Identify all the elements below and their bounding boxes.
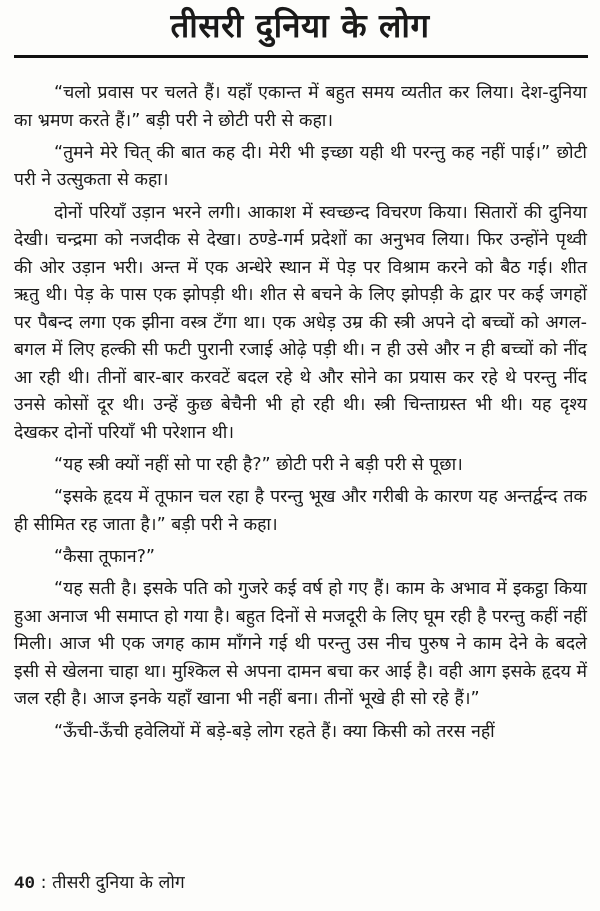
- page-footer: [14, 870, 185, 897]
- page-number: 40: [14, 874, 36, 894]
- paragraph: “इसके हृदय में तूफान चल रहा है परन्तु भूख और गरीबी के कारण यह अन्तर्द्वन्द तक ही सीमित रह जाता है।” बड़ी परी ने कहा।: [14, 487, 587, 535]
- title-underline: [14, 55, 588, 58]
- paragraph: “तुमने मेरे चित् की बात कह दी। मेरी भी इच्छा यही थी परन्तु कह नहीं पाई।” छोटी परी ने उत्सुकता से कहा।: [14, 142, 587, 191]
- paragraph: दोनों परियाँ उड़ान भरने लगी। आकाश में स्वच्छन्द विचरण किया। सितारों की दुनिया देखी। चन्द्रमा को नजदीक से देखा। ठण्डे-गर्म प्रदेशों का अनुभव लिया। फिर उन्होंने पृथ्वी की ओर उड़ान भरी। अन्त में एक अन्धेरे स्थान में पेड़ पर विश्राम करने को बैठ गई। शीत ऋतु थी। पेड़ के पास एक झोपड़ी थी। शीत से बचने के लिए झोपड़ी के द्वार पर कई जगहों पर पैबन्द लगा एक झीना वस्त्र टँगा था। एक अधेड़ उम्र की स्त्री अपने दो बच्चों को अगल-बगल में लिए हल्की सी फटी पुरानी रजाई ओढ़े पड़ी थी। न ही उसे और न ही बच्चों को नींद आ रही थी। तीनों बार-बार करवटें बदल रहे थे और सोने का प्रयास कर रहे थे परन्तु नींद उनसे कोसों दूर थी। उन्हें कुछ बेचैनी भी हो रही थी। स्त्री चिन्ताग्रस्त भी थी। यह दृश्य देखकर दोनों परियाँ भी परेशान थी।: [14, 202, 587, 443]
- story-body: [14, 80, 587, 751]
- paragraph: “ऊँची-ऊँची हवेलियों में बड़े-बड़े लोग रहते हैं। क्या किसी को तरस नहीं: [54, 721, 495, 742]
- paragraph: “यह सती है। इसके पति को गुजरे कई वर्ष हो गए हैं। काम के अभाव में इकट्ठा किया हुआ अनाज भी समाप्त हो गया है। बहुत दिनों से मजदूरी के लिए घूम रही है परन्तु कहीं नहीं मिली। आज भी एक जगह काम माँगने गई थी परन्तु उस नीच पुरुष ने काम देने के बदले इसी से खेलना चाहा था। मुश्किल से अपना दामन बचा कर आई है। वही आग इसके हृदय में जल रही है। आज इनके यहाँ खाना भी नहीं बना। तीनों भूखे ही सो रहे हैं।”: [14, 579, 587, 710]
- paragraph: “चलो प्रवास पर चलते हैं। यहाँ एकान्त में बहुत समय व्यतीत कर लिया। देश-दुनिया का भ्रमण करते हैं।” बड़ी परी ने छोटी परी से कहा।: [14, 83, 587, 131]
- paragraph: “यह स्त्री क्यों नहीं सो पा रही है?” छोटी परी ने बड़ी परी से पूछा।: [54, 454, 463, 475]
- paragraph: “कैसा तूफान?”: [54, 546, 156, 567]
- running-title: तीसरी दुनिया के लोग: [52, 873, 185, 893]
- footer-separator: :: [40, 873, 47, 893]
- chapter-title: तीसरी दुनिया के लोग: [170, 6, 430, 45]
